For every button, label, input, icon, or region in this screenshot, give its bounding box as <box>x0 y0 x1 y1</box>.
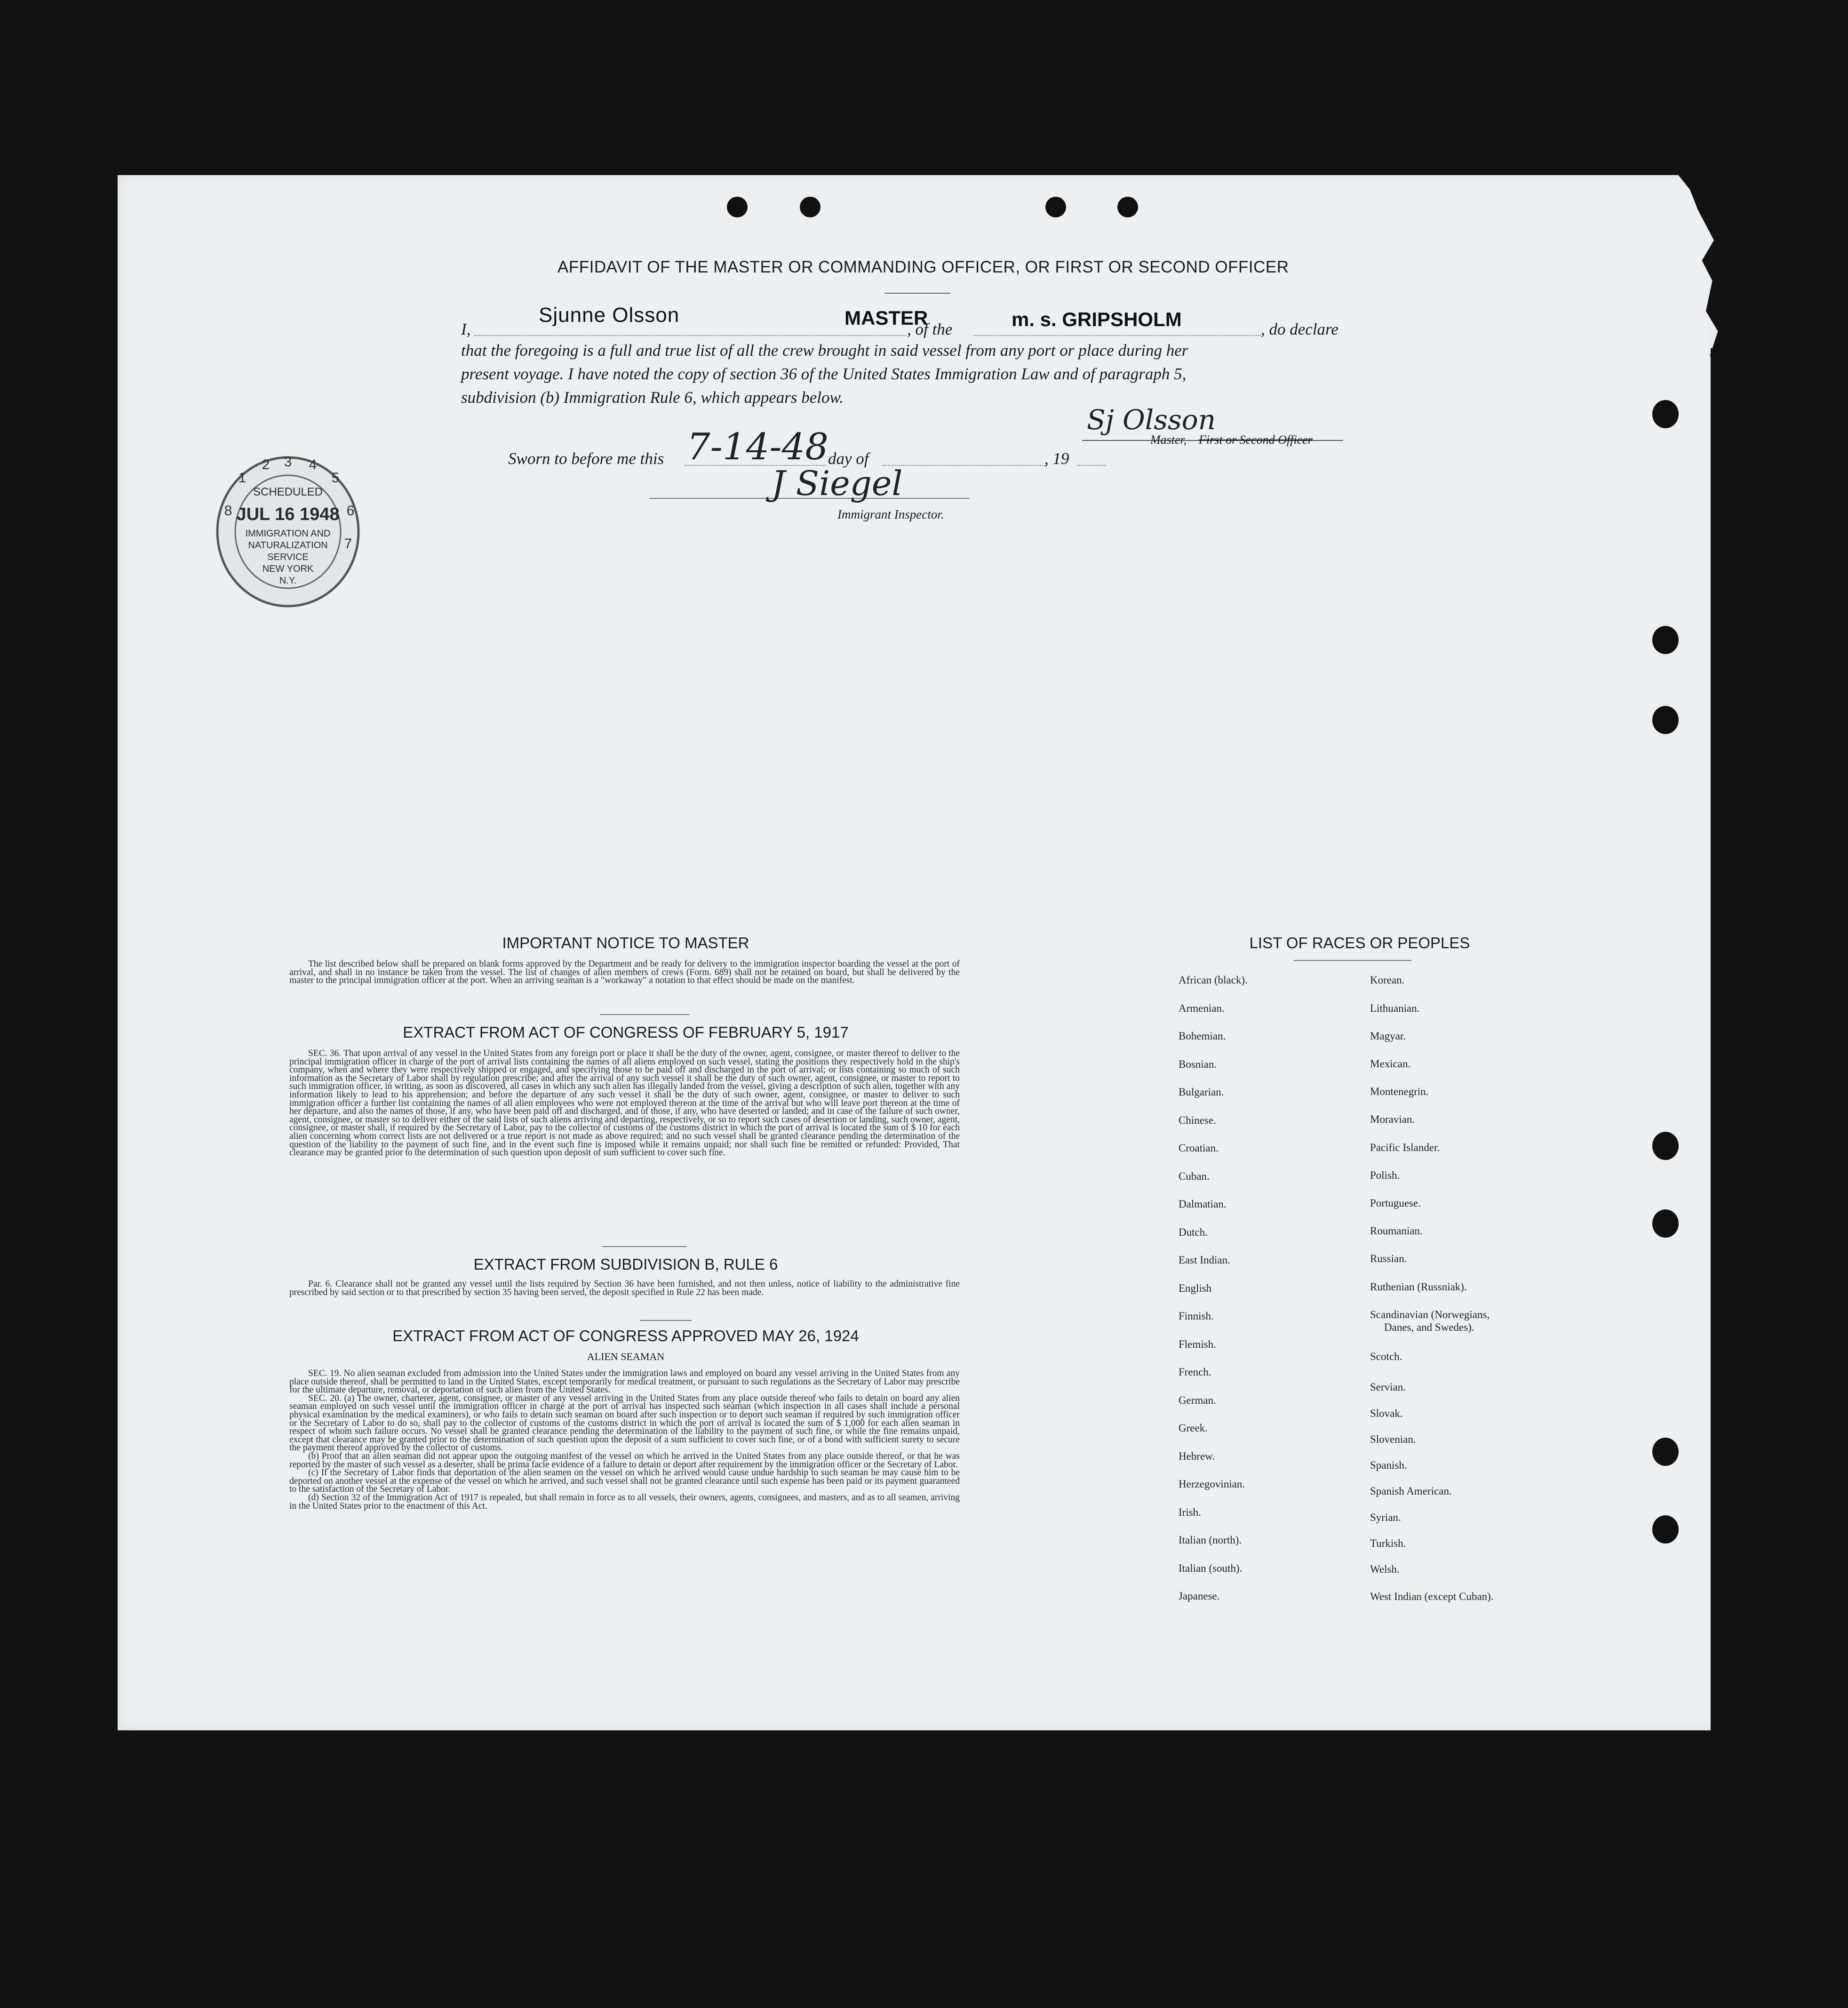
notice-title: IMPORTANT NOTICE TO MASTER <box>502 934 749 952</box>
do-declare-label: , do declare <box>1261 320 1338 338</box>
notice-text: The list described below shall be prepared on blank forms approved by the Department and be ready for delivery to the immigration inspector boarding the vessel at the port of arrival, and shall in no instance be taken from the vessel. The list of changes of alien members of crews (Form. 689) shall not be retained on board, but shall be delivered by the master to the principal immigration officer at the port. When an arriving seaman is a "workaway" a notation to that effect should be made on the manifest. <box>289 959 960 986</box>
race-item: German. <box>1179 1394 1216 1406</box>
punch-hole <box>1045 197 1066 217</box>
notice-body <box>289 960 960 985</box>
punch-hole <box>1652 706 1679 734</box>
race-item: Finnish. <box>1179 1310 1214 1322</box>
punch-hole <box>1652 1209 1679 1238</box>
day-of-label: day of <box>828 449 869 468</box>
rank-field-line <box>842 335 906 336</box>
race-item: West Indian (except Cuban). <box>1370 1591 1494 1602</box>
race-item: Ruthenian (Russniak). <box>1370 1281 1467 1293</box>
race-item: Bulgarian. <box>1179 1086 1224 1098</box>
stamp-line: SERVICE <box>267 552 309 562</box>
race-item: Pacific Islander. <box>1370 1142 1440 1153</box>
punch-hole <box>1652 626 1679 654</box>
race-item: African (black). <box>1179 974 1248 986</box>
sworn-date: 7-14-48 <box>687 426 828 468</box>
extract-1917-title: EXTRACT FROM ACT OF CONGRESS OF FEBRUARY 5, 1917 <box>403 1024 849 1041</box>
extract-1917-body <box>289 1049 960 1157</box>
affidavit-title: AFFIDAVIT OF THE MASTER OR COMMANDING OFFICER, OR FIRST OR SECOND OFFICER <box>558 258 1289 276</box>
race-item: Montenegrin. <box>1370 1086 1429 1097</box>
punch-hole <box>1652 400 1679 428</box>
extract-1924-body <box>289 1369 960 1510</box>
stamp-line: N.Y. <box>279 576 297 586</box>
affidavit-line-3: present voyage. I have noted the copy of section 36 of the United States Immigration Law and of paragraph 5, <box>461 365 1187 383</box>
punch-hole <box>1652 1438 1679 1466</box>
race-item: Dalmatian. <box>1179 1198 1227 1210</box>
race-item: Italian (north). <box>1179 1534 1242 1546</box>
race-item: Scotch. <box>1370 1351 1402 1362</box>
year-prefix: , 19 <box>1044 449 1069 468</box>
extract-1917-text: SEC. 36. That upon arrival of any vessel in the United States from any foreign port or place it shall be the duty of the owner, agent, consignee, or master thereof to deliver to the principal immigration officer in charge of the port of arrival lists containing the names of all aliens employed on such vessel, stating the positions they respectively hold in the ship's company, when and where they were respectively shipped or engaged, and specifying those to be paid off and discharged in the port of arrival; or lists containing so much of such information as the Secretary of Labor shall by regulation prescribe; and after the arrival of any such vessel it shall be the duty of such owner, agent, consignee, or master to report to such immigration officer, in writing, as soon as discovered, all cases in which any such alien has illegally landed from the vessel, giving a description of such alien, together with any information likely to lead to his apprehension; and before the departure of any such vessel it shall be the duty of such owner, agent, consignee, or master to deliver to such immigration officer a further list containing the names of all alien employees who were not employed thereon at the time of the arrival but who will leave port thereon at the time of her departure, and also the names of those, if any, who have been paid off and discharged, and of those, if any, who have deserted or landed; and in case of the failure of such owner, agent, consignee, or master so to deliver either of the said lists of such aliens arriving and departing, respectively, or so to report such cases of desertion or landing, such owner, agent, consignee, or master shall, if required by the Secretary of Labor, pay to the collector of customs of the customs district in which the port of arrival is located the sum of $ 10 for each alien concerning whom correct lists are not delivered or a true report is not made as above required; and no such vessel shall be granted clearance pending the determination of the question of the liability to the payment of such fine, and in the event such fine is imposed while it remains unpaid; nor shall such fine be remitted or refunded: Provided, That clearance may be granted prior to the determination of such question upon deposit of sum sufficient to cover such fine. <box>289 1048 960 1158</box>
immigration-stamp <box>214 454 362 609</box>
stamp-ring-number: 8 <box>224 503 232 519</box>
race-item: Slovak. <box>1370 1408 1403 1419</box>
race-item: Hebrew. <box>1179 1450 1215 1462</box>
master-signature: Sj Olsson <box>1087 404 1216 436</box>
stamp-ring-number: 4 <box>309 457 317 472</box>
race-item: Russian. <box>1370 1253 1407 1264</box>
race-item: Spanish. <box>1370 1459 1407 1471</box>
of-the-label: , of the <box>907 320 953 338</box>
stamp-date: JUL 16 1948 <box>236 504 340 524</box>
race-item: Cuban. <box>1179 1170 1210 1182</box>
stamp-ring-number: 7 <box>344 536 352 552</box>
extract-1924-paragraph: SEC. 20. (a) The owner, charterer, agent, consignee, or master of any vessel arriving in the United States from any place outside thereof who fails to detain on board any alien seaman employed on such vessel until the immigration officer in charge at the port of arrival has inspected such seaman (which inspection in all cases shall include a personal physical examination by the medical examiners), or who fails to detain such seaman on board after such inspection or to deport such seaman if required by such immigration officer or the Secretary of Labor to do so, shall pay to the collector of customs of the customs district in which the port of arrival is located the sum of $ 1,000 for each alien seaman in respect of whom such failure occurs. No vessel shall be granted clearance pending the determination of the liability to the payment of such fine, or while the fine remains unpaid, except that clearance may be granted prior to the determination of such question upon the deposit of a sum sufficient to cover such fine, or of a bond with sufficient surety to secure the payment thereof approved by the collector of customs. <box>289 1393 960 1453</box>
race-item: Chinese. <box>1179 1114 1216 1126</box>
extract-1924-paragraph: (d) Section 32 of the Immigration Act of 1917 is repealed, but shall remain in force as to all vessels, their owners, agents, consignees, and masters, and as to all seamen, arriving in the United States prior to the enactment of this Act. <box>289 1492 960 1511</box>
race-item: Moravian. <box>1370 1113 1415 1125</box>
vessel-field-line <box>974 335 1261 336</box>
extract-1924-paragraph: (c) If the Secretary of Labor finds that deportation of the alien seamen on the vessel on which he arrived would cause undue hardship to such seaman he may cause him to be deported on another vessel at the expense of the vessel on which he arrived, and such vessel shall not be granted clearance until such expense has been paid or its payment guaranteed to the satisfaction of the Secretary of Labor. <box>289 1468 960 1495</box>
punch-hole <box>800 197 820 217</box>
race-item: Polish. <box>1370 1169 1400 1181</box>
punch-hole <box>1652 1132 1679 1160</box>
race-item: Portuguese. <box>1370 1197 1421 1209</box>
race-item: Spanish American. <box>1370 1485 1452 1497</box>
race-item: Turkish. <box>1370 1537 1406 1549</box>
extract-1924-paragraph: (b) Proof that an alien seaman did not appear upon the outgoing manifest of the vessel on which he arrived in the United States from any place outside thereof, or that he was reported by the master of such vessel as a deserter, shall be prima facie evidence of a failure to detain or deport after requirement by the immigration officer or the Secretary of Labor. <box>289 1451 960 1470</box>
stamp-ring-number: 5 <box>331 470 340 486</box>
struck-officer-label: First or Second Officer <box>1199 433 1313 447</box>
race-item: Roumanian. <box>1370 1225 1423 1237</box>
affidavit-line-4: subdivision (b) Immigration Rule 6, which appears below. <box>461 388 844 407</box>
race-item: English <box>1179 1282 1212 1294</box>
extract-1924-title: EXTRACT FROM ACT OF CONGRESS APPROVED MAY 26, 1924 <box>392 1327 859 1344</box>
race-item: Servian. <box>1370 1381 1406 1393</box>
race-item: Welsh. <box>1370 1563 1400 1575</box>
sworn-label: Sworn to before me this <box>508 449 664 468</box>
race-item: Armenian. <box>1179 1002 1225 1014</box>
vessel-field: m. s. GRIPSHOLM <box>1012 308 1182 330</box>
race-item: Magyar. <box>1370 1030 1406 1042</box>
stamp-line: NATURALIZATION <box>248 540 328 551</box>
rule6-rule <box>640 1320 692 1321</box>
page-edge-shadow <box>1711 348 1721 1732</box>
extract-1924-subtitle: ALIEN SEAMAN <box>587 1351 665 1362</box>
master-name-field: Sjunne Olsson <box>539 304 680 327</box>
rule6-body <box>289 1280 960 1296</box>
title-rule <box>884 293 950 294</box>
race-item: East Indian. <box>1179 1254 1230 1266</box>
punch-hole <box>727 197 748 217</box>
extract-1924-paragraph: SEC. 19. No alien seaman excluded from admission into the United States under the immigration laws and employed on board any vessel arriving in the United States from any place outside thereof, shall be permitted to land in the United States, except temporarily for medical treatment, or pursuant to such regulations as the Secretary of Labor may prescribe for the ultimate departure, removal, or deportation of such alien from the United States. <box>289 1368 960 1395</box>
race-item: Bosnian. <box>1179 1058 1217 1070</box>
race-item: Slovenian. <box>1370 1433 1416 1445</box>
stamp-ring-number: 1 <box>238 470 247 486</box>
race-item: Greek. <box>1179 1422 1208 1434</box>
inspector-label: Immigrant Inspector. <box>837 507 944 521</box>
stamp-ring-number: 2 <box>262 457 270 472</box>
stamp-ring-number: 3 <box>284 454 292 470</box>
races-rule <box>1294 960 1411 961</box>
stamp-line: IMMIGRATION AND <box>245 528 331 539</box>
race-item: Korean. <box>1370 974 1405 986</box>
rank-field: MASTER <box>844 307 928 329</box>
rule6-text: Par. 6. Clearance shall not be granted any vessel until the lists required by Section 36 have been furnished, and not then unless, notice of liability to the administrative fine prescribed by said section or to that prescribed by section 35 having been served, the deposit specified in Rule 22 has been made. <box>289 1279 960 1297</box>
race-item: Croatian. <box>1179 1142 1219 1154</box>
stamp-top-text: SCHEDULED <box>253 486 323 498</box>
extract-1917-rule <box>602 1246 687 1247</box>
stamp-ring-number: 6 <box>346 503 355 519</box>
affidavit-line-2: that the foregoing is a full and true list of all the crew brought in said vessel from any port or place during her <box>461 341 1188 360</box>
month-line <box>882 465 1047 466</box>
punch-hole <box>1117 197 1138 217</box>
master-label: Master, <box>1150 433 1187 447</box>
race-item: Herzegovinian. <box>1179 1478 1245 1490</box>
race-item: Lithuanian. <box>1370 1002 1420 1014</box>
race-item: Danes, and Swedes). <box>1384 1321 1474 1333</box>
i-label: I, <box>461 320 471 338</box>
race-item: Dutch. <box>1179 1226 1208 1238</box>
race-item: Italian (south). <box>1179 1562 1243 1574</box>
rule6-title: EXTRACT FROM SUBDIVISION B, RULE 6 <box>473 1256 778 1273</box>
race-item: Syrian. <box>1370 1512 1401 1523</box>
race-item: French. <box>1179 1366 1211 1378</box>
races-title: LIST OF RACES OR PEOPLES <box>1249 934 1470 952</box>
race-item: Scandinavian (Norwegians, <box>1370 1309 1490 1320</box>
race-item: Irish. <box>1179 1506 1201 1518</box>
year-line <box>1077 465 1106 466</box>
name-field-line <box>474 335 841 336</box>
punch-hole <box>1652 1515 1679 1544</box>
race-item: Flemish. <box>1179 1338 1216 1350</box>
stamp-line: NEW YORK <box>262 564 314 574</box>
notice-rule <box>600 1014 689 1015</box>
race-item: Mexican. <box>1370 1058 1411 1070</box>
inspector-signature: J Siegel <box>772 464 903 503</box>
race-item: Bohemian. <box>1179 1030 1226 1042</box>
race-item: Japanese. <box>1179 1590 1220 1602</box>
